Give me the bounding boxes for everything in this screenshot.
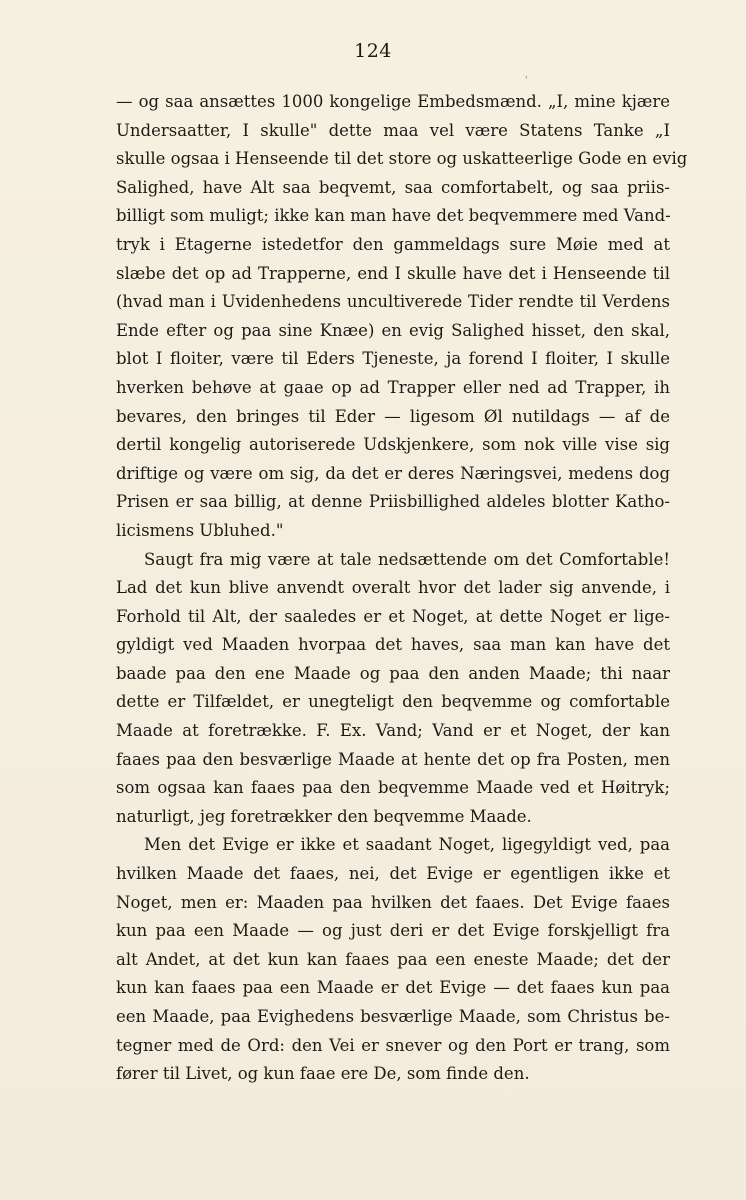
- text-line: kun kan faaes paa een Maade er det Evige — det faaes kun paa: [116, 978, 670, 998]
- text-line: Ende efter og paa sine Knæe) en evig Salighed hisset, den skal,: [116, 320, 670, 340]
- text-line: een Maade, paa Evighedens besværlige Maade, som Christus be-: [116, 1007, 670, 1026]
- text-line: blot I floiter, være til Eders Tjeneste, ja forend I floiter, I skulle: [116, 349, 670, 369]
- body-text: [116, 88, 688, 1089]
- text-line: Men det Evige er ikke et saadant Noget, ligegyldigt ved, paa: [144, 835, 670, 855]
- stray-mark: ': [525, 76, 528, 86]
- text-line: Salighed, have Alt saa beqvemt, saa comfortabelt, og saa priis-: [116, 177, 670, 197]
- text-line: slæbe det op ad Trapperne, end I skulle have det i Henseende til: [116, 263, 670, 283]
- text-line: som ogsaa kan faaes paa den beqvemme Maade ved et Høitryk;: [116, 778, 670, 798]
- text-line: Saugt fra mig være at tale nedsættende om det Comfortable!: [144, 549, 670, 569]
- text-line: naturligt, jeg foretrækker den beqvemme Maade.: [116, 806, 532, 826]
- text-line: dertil kongelig autoriserede Udskjenkere, som nok ville vise sig: [116, 435, 670, 455]
- text-line: — og saa ansættes 1000 kongelige Embedsmænd. „I, mine kjære: [116, 92, 670, 111]
- text-line: hverken behøve at gaae op ad Trapper eller ned ad Trapper, ih: [116, 377, 670, 397]
- text-line: bevares, den bringes til Eder — ligesom Øl nutildags — af de: [116, 406, 670, 426]
- text-line: Undersaatter, I skulle" dette maa vel være Statens Tanke „I: [116, 120, 670, 140]
- text-line: kun paa een Maade — og just deri er det Evige forskjelligt fra: [116, 921, 670, 941]
- text-line: billigt som muligt; ikke kan man have det beqvemmere med Vand-: [116, 206, 671, 226]
- text-line: tegner med de Ord: den Vei er snever og den Port er trang, som: [116, 1035, 670, 1055]
- text-line: faaes paa den besværlige Maade at hente det op fra Posten, men: [116, 749, 670, 769]
- text-line: fører til Livet, og kun faae ere De, som finde den.: [116, 1064, 530, 1084]
- text-line: licismens Ubluhed.": [116, 520, 284, 540]
- text-line: driftige og være om sig, da det er deres Næringsvei, medens dog: [116, 463, 670, 483]
- text-line: (hvad man i Uvidenhedens uncultiverede Tider rendte til Verdens: [116, 292, 670, 312]
- text-line: Lad det kun blive anvendt overalt hvor det lader sig anvende, i: [116, 578, 670, 598]
- text-line: hvilken Maade det faaes, nei, det Evige er egentligen ikke et: [116, 864, 670, 884]
- text-line: tryk i Etagerne istedetfor den gammeldags sure Møie med at: [116, 234, 670, 254]
- text-line: Noget, men er: Maaden paa hvilken det faaes. Det Evige faaes: [116, 892, 670, 912]
- text-line: gyldigt ved Maaden hvorpaa det haves, saa man kan have det: [116, 635, 670, 655]
- text-line: dette er Tilfældet, er unegteligt den beqvemme og comfortable: [116, 692, 670, 712]
- text-line: Prisen er saa billig, at denne Priisbillighed aldeles blotter Katho-: [116, 492, 670, 512]
- page-number: 124: [354, 40, 392, 62]
- text-line: Forhold til Alt, der saaledes er et Noget, at dette Noget er lige-: [116, 606, 670, 626]
- text-line: alt Andet, at det kun kan faaes paa een eneste Maade; det der: [116, 949, 670, 969]
- text-line: Maade at foretrække. F. Ex. Vand; Vand er et Noget, der kan: [116, 721, 670, 741]
- text-line: baade paa den ene Maade og paa den anden Maade; thi naar: [116, 663, 670, 683]
- text-line: skulle ogsaa i Henseende til det store og uskatteerlige Gode en evig: [116, 149, 688, 169]
